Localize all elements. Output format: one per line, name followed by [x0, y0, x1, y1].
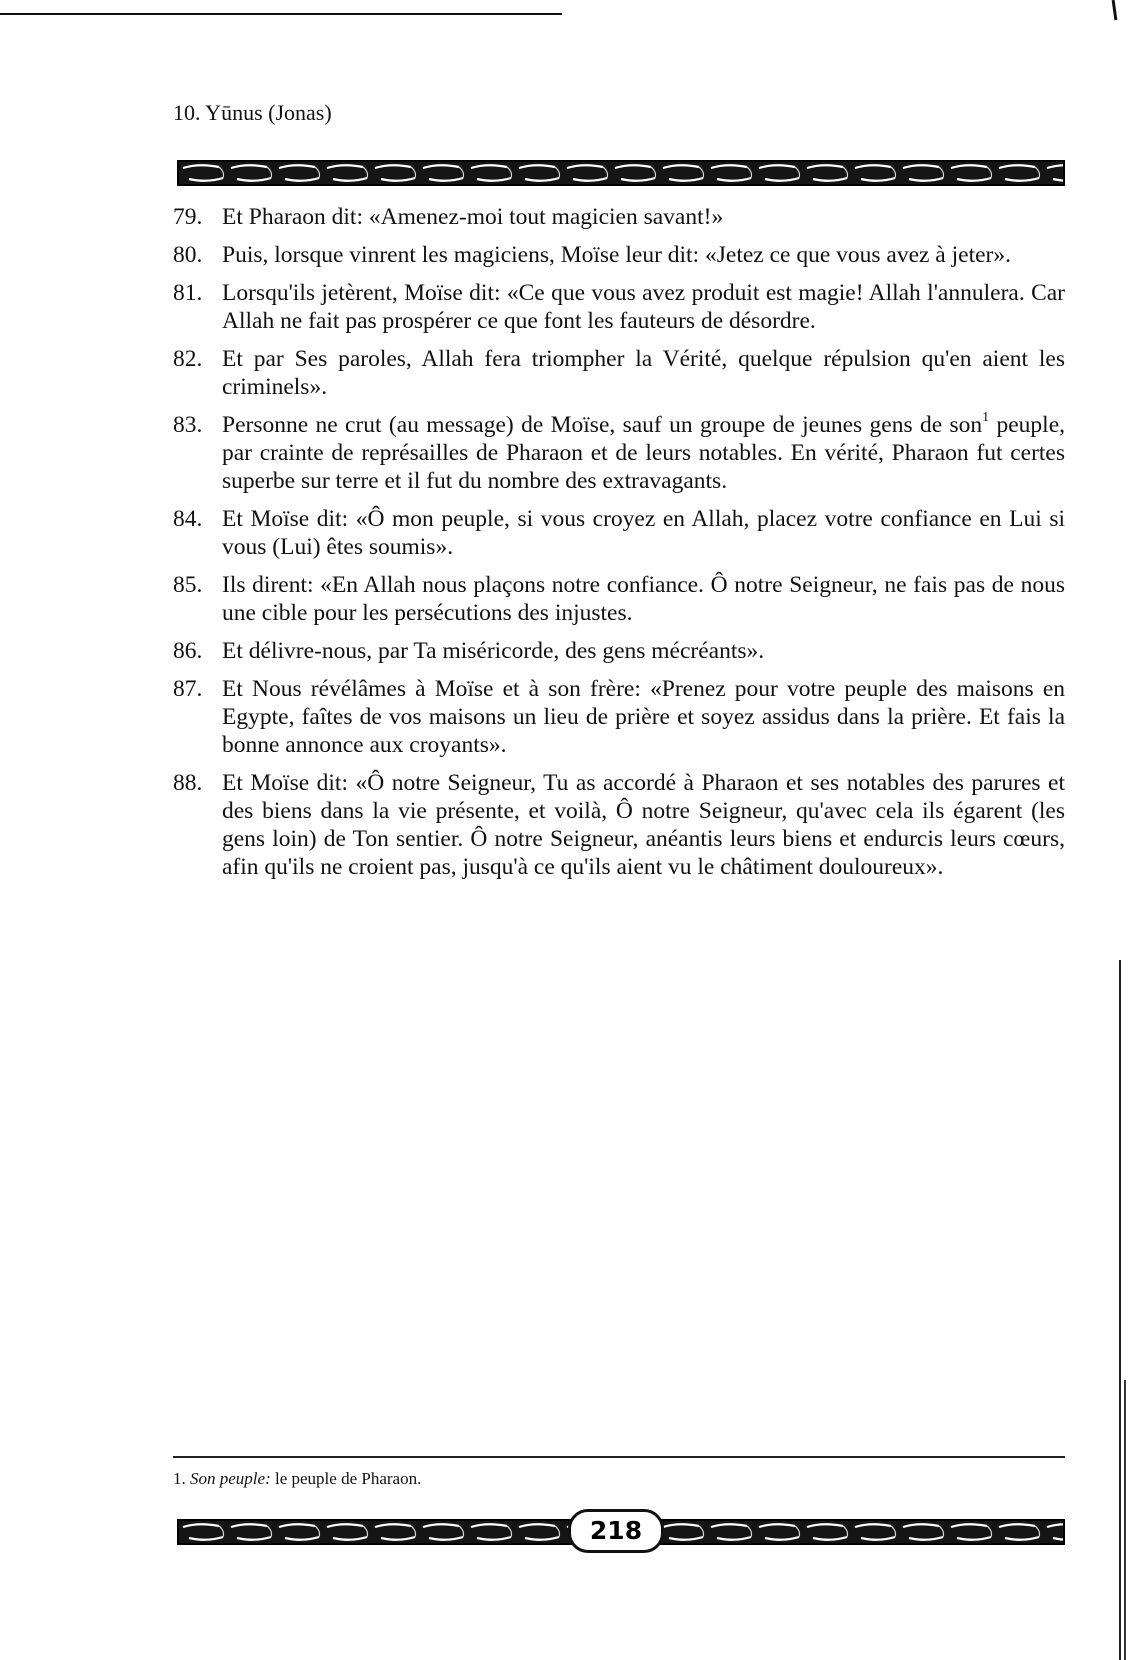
chapter-header: 10. Yūnus (Jonas)	[173, 100, 332, 125]
verse-83	[173, 411, 1065, 495]
verse-87	[173, 675, 1065, 759]
footnote	[173, 1469, 421, 1489]
page-number: 218	[568, 1509, 664, 1553]
verse-text: Et délivre-nous, par Ta miséricorde, des gens mécréants».	[222, 638, 765, 664]
verse-text: Et Moïse dit: «Ô notre Seigneur, Tu as accordé à Pharaon et ses notables des parures et des biens dans la vie présente, et voilà, Ô notre Seigneur, qu'avec cela ils égarent (les gens loin) de Ton sentier. Ô notre Seigneur, anéantis leurs biens et endurcis leurs cœurs, afin qu'ils ne croient pas, jusqu'à ce qu'ils aient vu le châtiment douloureux».	[222, 770, 1065, 880]
verse-text-part: peuple, par crainte de représailles de Pharaon et de leurs notables. En vérité, Pharaon fut certes superbe sur terre et il fut du nombre des extravagants.	[222, 412, 1066, 494]
footnote-term: Son peuple:	[190, 1469, 271, 1488]
verse-list	[173, 203, 1065, 891]
verse-number: 87.	[173, 676, 203, 702]
footnote-text: le peuple de Pharaon.	[270, 1469, 422, 1488]
verse-text: Puis, lorsque vinrent les magiciens, Moïse leur dit: «Jetez ce que vous avez à jeter».	[222, 242, 1011, 268]
verse-number: 83.	[173, 412, 203, 438]
verse-number: 88.	[173, 770, 203, 796]
verse-number: 81.	[173, 280, 203, 306]
verse-text	[222, 411, 1065, 495]
footnote-divider	[173, 1456, 1065, 1458]
verse-number: 86.	[173, 638, 203, 664]
footnote-reference: 1	[982, 410, 990, 425]
verse-number: 84.	[173, 506, 203, 532]
verse-text-part: Personne ne crut (au message) de Moïse, sauf un groupe de jeunes gens de son	[222, 412, 983, 438]
verse-text: Et Moïse dit: «Ô mon peuple, si vous croyez en Allah, placez votre confiance en Lui si vous (Lui) êtes soumis».	[222, 506, 1065, 560]
verse-number: 79.	[173, 204, 203, 230]
verse-85	[173, 571, 1065, 627]
top-edge-rule	[0, 13, 562, 15]
verse-text: Et Pharaon dit: «Amenez-moi tout magicien savant!»	[222, 204, 724, 230]
verse-81	[173, 279, 1065, 335]
verse-88	[173, 769, 1065, 881]
verse-79	[173, 203, 1065, 231]
scan-edge-line-2	[1124, 1380, 1126, 1660]
verse-84	[173, 505, 1065, 561]
verse-text: Ils dirent: «En Allah nous plaçons notre confiance. Ô notre Seigneur, ne fais pas de nous une cible pour les persécutions des injustes.	[222, 572, 1065, 626]
verse-number: 85.	[173, 572, 203, 598]
verse-number: 82.	[173, 346, 203, 372]
verse-86	[173, 637, 1065, 665]
scan-corner-mark	[1112, 0, 1118, 20]
verse-text: Lorsqu'ils jetèrent, Moïse dit: «Ce que vous avez produit est magie! Allah l'annulera. Car Allah ne fait pas prospérer ce que font les fauteurs de désordre.	[222, 280, 1065, 334]
verse-80	[173, 241, 1065, 269]
verse-82	[173, 345, 1065, 401]
verse-text: Et Nous révélâmes à Moïse et à son frère: «Prenez pour votre peuple des maisons en Egypte, faîtes de vos maisons un lieu de prière et soyez assidus dans la prière. Et fais la bonne annonce aux croyants».	[222, 676, 1065, 758]
verse-text: Et par Ses paroles, Allah fera triompher la Vérité, quelque répulsion qu'en aient les criminels».	[222, 346, 1065, 400]
decorative-chain-band-top	[177, 160, 1065, 186]
footnote-number: 1.	[173, 1469, 186, 1488]
scan-edge-line	[1119, 960, 1121, 1660]
verse-number: 80.	[173, 242, 203, 268]
